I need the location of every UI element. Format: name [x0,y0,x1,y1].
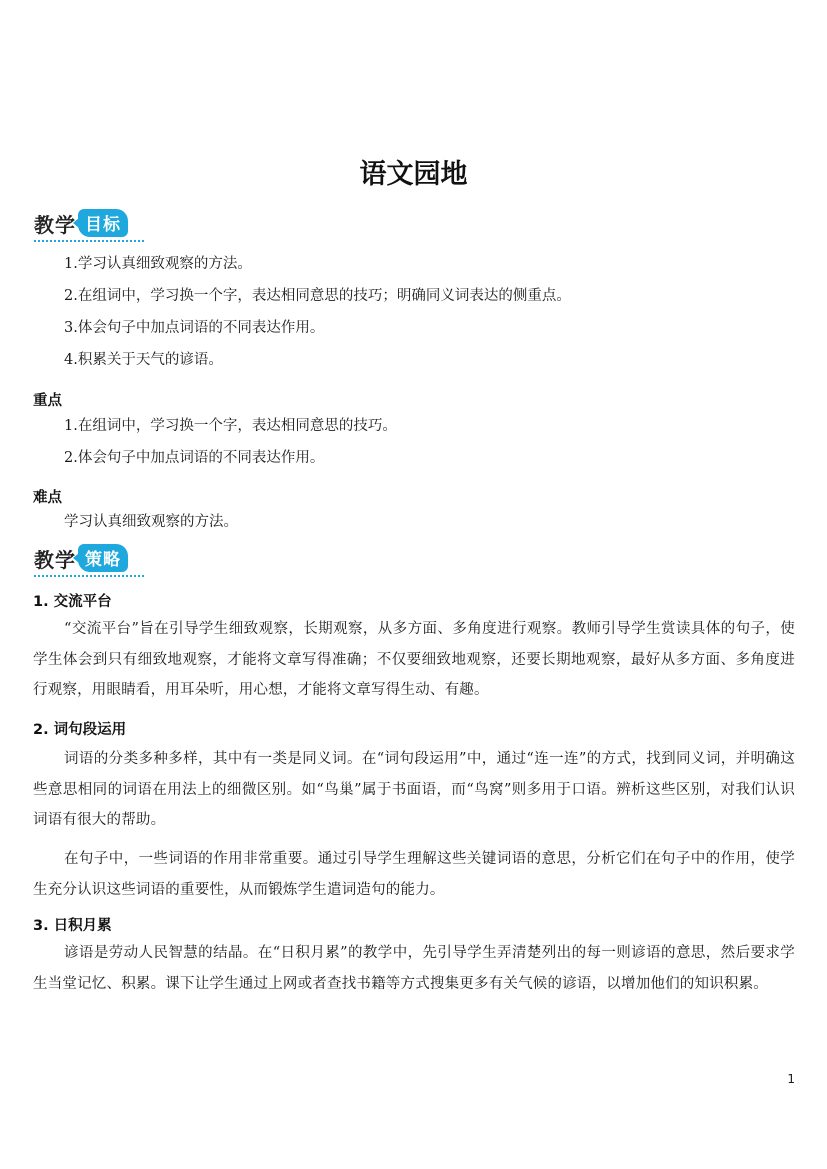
goal-item: 3.体会句子中加点词语的不同表达作用。 [64,320,325,336]
strategy-paragraph: “交流平台”旨在引导学生细致观察，长期观察，从多方面、多角度进行观察。教师引导学生赏读具体的句子，使学生体会到只有细致地观察，才能将文章写得准确；不仅要细致地观察，还要长期地观察，最好从多方面、多角度进行观察，用眼睛看，用耳朵听，用心想，才能将文章写得生动、有趣。 [33,621,795,698]
strategy-paragraph: 词语的分类多种多样，其中有一类是同义词。在“词句段运用”中，通过“连一连”的方式，找到同义词，并明确这些意思相同的词语在用法上的细微区别。如“鸟巢”属于书面语，而“鸟窝”则多用于口语。辨析这些区别，对我们认识词语有很大的帮助。 [33,751,795,828]
strategy-heading: 3. 日积月累 [33,918,112,934]
section-header-lead: 教学 [34,212,76,237]
section-header-tag: 目标 [78,209,128,237]
strategy-paragraph: 在句子中，一些词语的作用非常重要。通过引导学生理解这些关键词语的意思，分析它们在句子中的作用，使学生充分认识这些词语的重要性，从而锻炼学生遣词造句的能力。 [33,851,795,898]
section-header-tag: 策略 [78,544,128,572]
key-point-item: 2.体会句子中加点词语的不同表达作用。 [64,450,325,466]
goal-item: 2.在组词中，学习换一个字，表达相同意思的技巧；明确同义词表达的侧重点。 [64,288,571,304]
goal-item: 4.积累关于天气的谚语。 [64,352,223,368]
key-point-item: 1.在组词中，学习换一个字，表达相同意思的技巧。 [64,418,397,434]
strategy-paragraph: 谚语是劳动人民智慧的结晶。在“日积月累”的教学中，先引导学生弄清楚列出的每一则谚语的意思，然后要求学生当堂记忆、积累。课下让学生通过上网或者查找书籍等方式搜集更多有关气候的谚语，以增加他们的知识积累。 [33,945,795,992]
difficulties-heading: 难点 [33,490,62,506]
page-title: 语文园地 [359,159,468,190]
difficulty-item: 学习认真细致观察的方法。 [64,514,238,530]
dotted-underline [34,575,144,577]
page-number: 1 [787,1072,795,1086]
section-header-goals [34,208,128,238]
goal-item: 1.学习认真细致观察的方法。 [64,256,252,272]
dotted-underline [34,240,144,242]
strategy-heading: 1. 交流平台 [33,594,112,610]
strategy-heading: 2. 词句段运用 [33,722,127,738]
key-points-heading: 重点 [33,393,62,409]
section-header-strategy [34,543,128,573]
section-header-lead: 教学 [34,547,76,572]
